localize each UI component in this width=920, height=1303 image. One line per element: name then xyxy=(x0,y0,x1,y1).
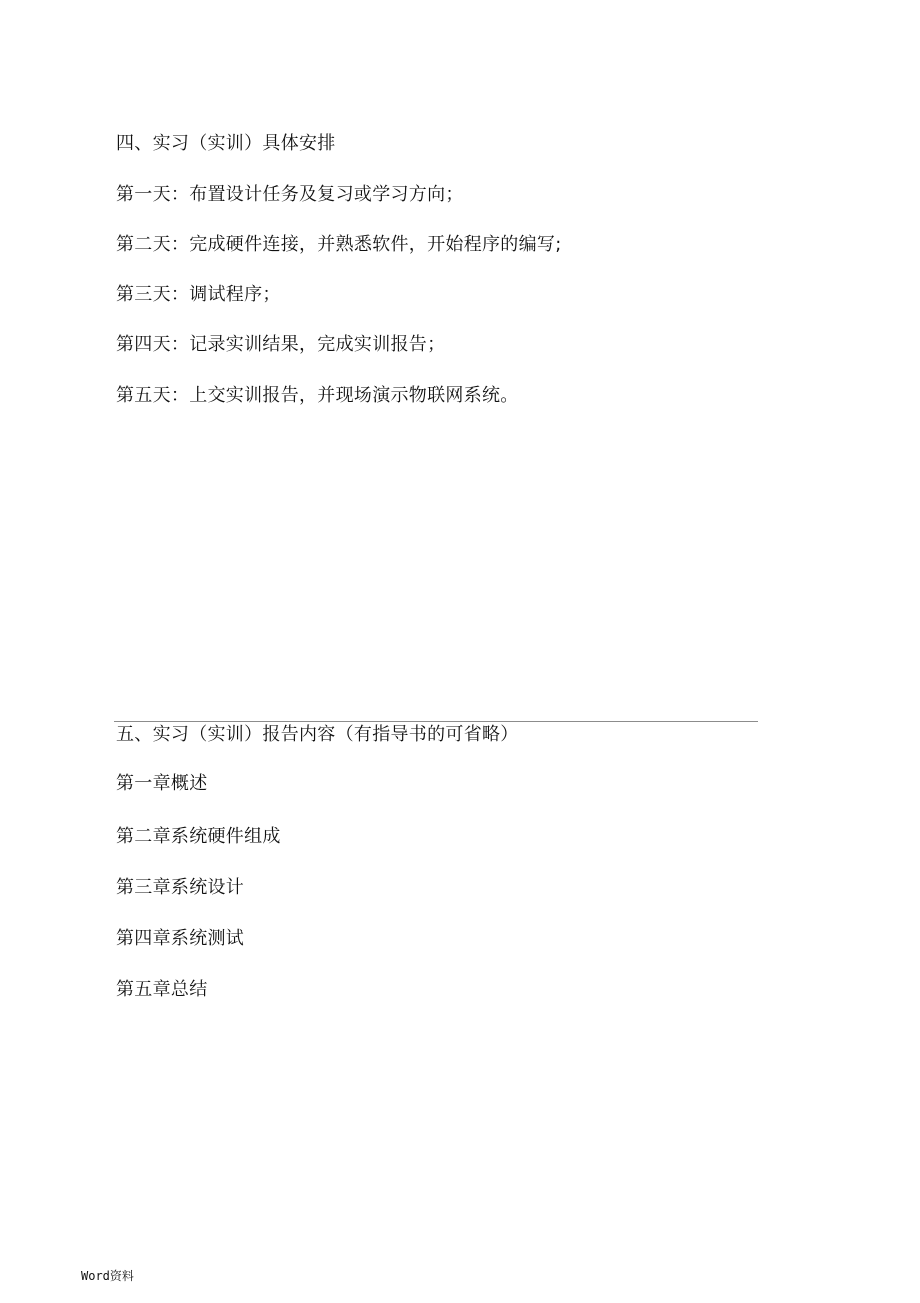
section5-item-chapter4: 第四章系统测试 xyxy=(116,928,245,949)
section4-item-day4: 第四天：记录实训结果，完成实训报告； xyxy=(116,334,446,355)
section5-item-chapter1: 第一章概述 xyxy=(116,773,208,794)
section4-item-day1: 第一天：布置设计任务及复习或学习方向； xyxy=(116,184,464,205)
section4-item-day3: 第三天：调试程序； xyxy=(116,284,281,305)
section4-heading: 四、实习（实训）具体安排 xyxy=(116,133,336,154)
section4-item-day5: 第五天：上交实训报告，并现场演示物联网系统。 xyxy=(116,385,519,406)
section4-item-day2: 第二天：完成硬件连接，并熟悉软件，开始程序的编写; xyxy=(116,234,562,255)
section5-item-chapter5: 第五章总结 xyxy=(116,979,208,1000)
section-divider xyxy=(114,721,758,722)
section5-item-chapter2: 第二章系统硬件组成 xyxy=(116,826,281,847)
section5-item-chapter3: 第三章系统设计 xyxy=(116,877,245,898)
section5-heading: 五、实习（实训）报告内容（有指导书的可省略） xyxy=(116,724,519,745)
footer-label: Word资料 xyxy=(81,1269,134,1283)
